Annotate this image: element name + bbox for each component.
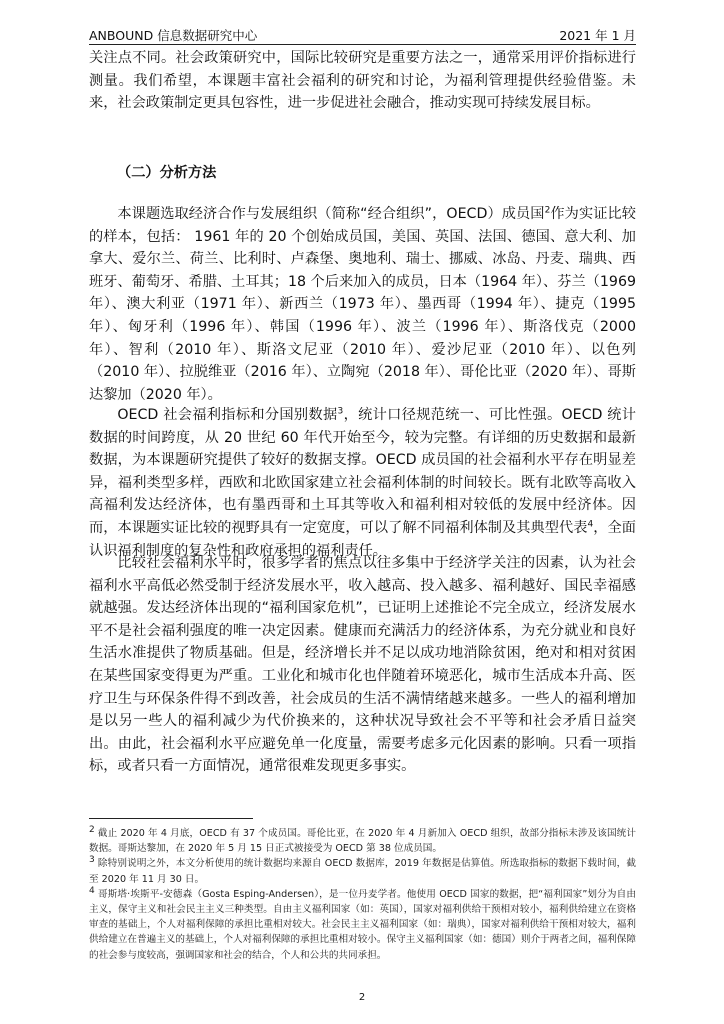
footnote-ref-3[interactable]: 3 [337, 406, 344, 417]
para2-b: ，统计口径规范统一、可比性强。OECD 统计数据的时间跨度，从 20 世纪 60 年代开始至今，较为完整。有详细的历史数据和最新数据，为本课题研究提供了较好的数据支撑。OECD 成员国的社会福利水平存在明显差异，福利类型多样，西欧和北欧国家建立社会福利体制的时间较长。既有北欧等高收入高福利发达经济体，也有墨西哥和土耳其等收入和福利相对较低的发展中经济体。因而，本课题实证比较的视野具有一定宽度，可以了解不同福利体制及其典型代表 [89, 407, 636, 536]
paragraph-1 [89, 203, 636, 406]
footnote-4: $^4$ 哥斯塔·埃斯平-安德森（Gosta Esping-Andersen），是一位丹麦学者。他使用 OECD 国家的数据，把“福利国家”划分为自由主义，保守主义和社会民主主义三种类型。自由主义福利国家（如：英国），国家对福利供给干预相对较小，福利供给建立在资格审查的基础上，个人对福利保障的承担比重相对较大。社会民主主义福利国家（如：瑞典），国家对福利供给干预相对较大，福利供给建立在普遍主义的基础上，个人对福利保障的承担比重相对较小。保守主义福利国家（如：德国）则介于两者之间，福利保障的社会参与度较高，强调国家和社会的结合，个人和公共的共同承担。 [89, 885, 636, 961]
paragraph-2 [89, 404, 636, 562]
section-title: （二）分析方法 [117, 165, 217, 181]
header-date: 2021 年 1 月 [559, 28, 636, 43]
footnote-ref-4[interactable]: 4 [587, 519, 594, 530]
header-org: ANBOUND 信息数据研究中心 [89, 28, 258, 43]
para3-text: 比较社会福利水平时，很多学者的焦点以往多集中于经济学关注的因素，认为社会福利水平高低必然受制于经济发展水平，收入越高、投入越多、福利越好、国民幸福感就越强。发达经济体出现的“福利国家危机”，已证明上述推论不完全成立，经济发展水平不是社会福利强度的唯一决定因素。健康而充满活力的经济体系，为充分就业和良好生活水准提供了物质基础。但是，经济增长并不足以成功地消除贫困，绝对和相对贫困在某些国家变得更为严重。工业化和城市化也伴随着环境恶化，城市生活成本升高、医疗卫生与环保条件得不到改善，社会成员的生活不满情绪越来越多。一些人的福利增加是以另一些人的福利减少为代价换来的，这种状况导致社会不平等和社会矛盾日益突出。由此，社会福利水平应避免单一化度量，需要考虑多元化因素的影响。只看一项指标，或者只看一方面情况，通常很难发现更多事实。 [89, 555, 636, 775]
paragraph-3 [89, 552, 636, 778]
footnotes [89, 826, 636, 963]
footnote-2: $^2$ 截止 2020 年 4 月底，OECD 有 37 个成员国。哥伦比亚，在 2020 年 4 月新加入 OECD 组织，故部分指标未涉及该国统计数据。哥斯达黎加，在 2020 年 5 月 15 日正式被接受为 OECD 第 38 位成员国。 [89, 824, 636, 855]
para1-before: 本课题选取经济合作与发展组织（简称“经合组织”，OECD）成员国 [117, 206, 545, 222]
footnote-separator [89, 818, 253, 819]
intro-text: 关注点不同。社会政策研究中，国际比较研究是重要方法之一，通常采用评价指标进行测量。我们希望，本课题丰富社会福利的研究和讨论，为福利管理提供经验借鉴。未来，社会政策制定更具包容性，进一步促进社会融合，推动实现可持续发展目标。 [89, 50, 636, 112]
page-header [89, 24, 636, 45]
footnote-ref-2[interactable]: 2 [544, 205, 551, 216]
para1-after: 作为实证比较的样本，包括： 1961 年的 20 个创始成员国，美国、英国、法国、德国、意大利、加拿大、爱尔兰、荷兰、比利时、卢森堡、奥地利、瑞士、挪威、冰岛、丹麦、瑞典、西班牙、葡萄牙、希腊、土耳其；18 个后来加入的成员，日本（1964 年）、芬兰（1969 年）、澳大利亚（1971 年）、新西兰（1973 年）、墨西哥（1994 年）、捷克（1995 年）、匈牙利（1996 年）、韩国（1996 年）、波兰（1996 年）、斯洛伐克（2000 年）、智利（2010 年）、斯洛文尼亚（2010 年）、爱沙尼亚（2010 年）、以色列（2010 年）、拉脱维亚（2016 年）、立陶宛（2018 年）、哥伦比亚（2020 年）、哥斯达黎加（2020 年）。 [89, 206, 636, 403]
page-number: 2 [358, 992, 366, 1003]
para2-a: OECD 社会福利指标和分国别数据 [117, 407, 338, 423]
para2-c: ，全面认识福利制度的复杂性和政府承担的福利责任。 [89, 519, 636, 559]
intro-paragraph [89, 47, 636, 115]
footnote-3: $^3$ 除特别说明之外，本文分析使用的统计数据均来源自 OECD 数据库，2019 年数据是估算值。所选取指标的数据下载时间，截至 2020 年 11 月 30 日。 [89, 855, 636, 885]
